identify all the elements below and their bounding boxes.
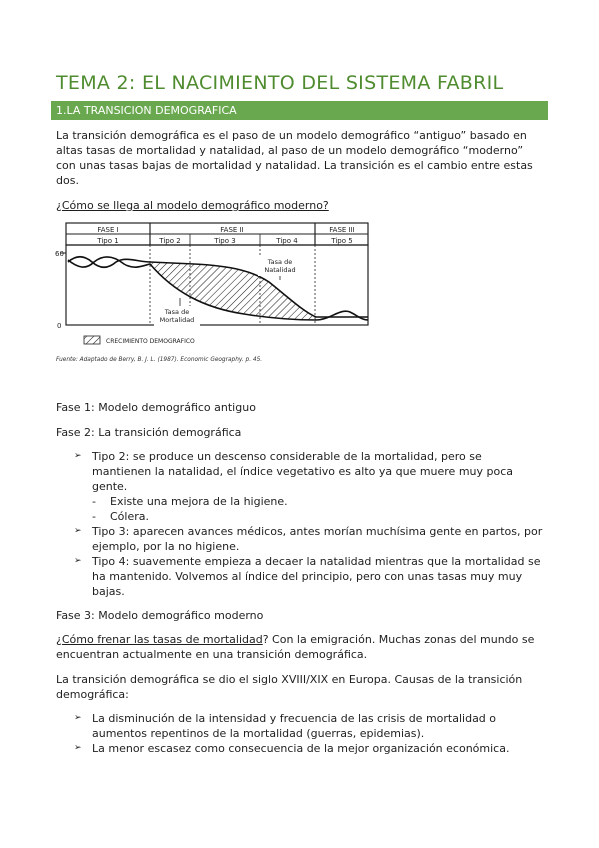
document-page: TEMA 2: EL NACIMIENTO DEL SISTEMA FABRIL 1.LA TRANSICION DEMOGRAFICA La transición demográfica es el paso de un modelo demográfico “antiguo” basado en altas tasas de mortalidad y natalidad, al paso de un modelo demográfico “moderno” con unas tasas bajas de mortalidad y natalidad. La transición es el cambio entre estas dos. ¿Cómo se llega al modelo demográfico moderno? FASE I FASE II FASE III Tipo 1 Tipo 2 Tipo 3 Tipo 4 Tipo 5 60 0 Tasa de Natalidad Tasa de Mortalidad CRECIMIENTO DEMOGRAFICO Fuente: Adaptado de Berry, B. J. L. (1987). Economic Geography. p. 45. Fase 1: Modelo demográfico antiguo Fase 2: La transición demográfica ➢ Tipo 2: se produce un descenso considerable de la mortalidad, pero se mantienen la natalidad, el índice vegetativo es alto ya que muere muy poca gente. - Existe una mejora de la higiene. - Cólera. ➢ Tipo 3: aparecen avances médicos, antes morían muchísima gente en partos, por ejemplo, por la no higiene. ➢ Tipo 4: suavemente empieza a decaer la natalidad mientras que la mortalidad se ha mantenido. Volvemos al índice del principio, pero con unas tasas muy muy bajas. Fase 3: Modelo demográfico moderno ¿Cómo frenar las tasas de mortalidad? Con la emigración. Muchas zonas del mundo se encuentran actualmente en una transición demográfica. La transición demográfica se dio el siglo XVIII/XIX en Europa. Causas de la transición demográfica: ➢ La disminución de la intensidad y frecuencia de las crisis de mortalidad o aumentos repentinos de la mortalidad (guerras, epidemias). ➢ La menor escasez como consecuencia de la mejor organización económica. [0, 0, 599, 848]
question-2-line: ¿Cómo frenar las tasas de mortalidad? Con la emigración. Muchas zonas del mundo se [56, 633, 535, 646]
natalidad-label: Natalidad [264, 266, 296, 274]
arrow-bullet-icon: ➢ [74, 451, 82, 461]
phase-label: FASE II [220, 226, 244, 234]
type-label: Tipo 4 [276, 237, 298, 245]
type-label: Tipo 1 [97, 237, 119, 245]
y-axis-tick: 60 [55, 250, 64, 258]
dash-bullet: - [92, 495, 96, 508]
arrow-bullet-icon: ➢ [74, 743, 82, 753]
intro-line: con unas tasas bajas de mortalidad y natalidad. La transición es el cambio entre estas [56, 159, 533, 172]
legend-swatch [84, 336, 100, 344]
mortalidad-label: Tasa de [164, 308, 190, 316]
section-heading: 1.LA TRANSICION DEMOGRAFICA [51, 101, 548, 120]
fase-2: Fase 2: La transición demográfica [56, 426, 242, 439]
arrow-bullet-icon: ➢ [74, 713, 82, 723]
phase-label: FASE I [97, 226, 119, 234]
type-label: Tipo 2 [159, 237, 181, 245]
type-label: Tipo 5 [331, 237, 353, 245]
causes-intro-line: demográfica: [56, 688, 129, 701]
type-label: Tipo 3 [214, 237, 236, 245]
fase-1: Fase 1: Modelo demográfico antiguo [56, 401, 256, 414]
question-2-link: ¿Cómo frenar las tasas de mortalidad [56, 633, 263, 646]
intro-line: dos. [56, 174, 79, 187]
page-title: TEMA 2: EL NACIMIENTO DEL SISTEMA FABRIL [56, 72, 504, 94]
list-item-cause-2: ➢ La menor escasez como consecuencia de la mejor organización económica. [74, 742, 510, 755]
dash-bullet: - [92, 510, 96, 523]
intro-line: La transición demográfica es el paso de un modelo demográfico “antiguo” basado en [56, 129, 527, 142]
y-axis-tick: 0 [57, 322, 62, 330]
list-item-tipo-3: ➢ Tipo 3: aparecen avances médicos, antes morían muchísima gente en partos, por ejemplo, por la no higiene. [74, 525, 543, 553]
causes-intro-line: La transición demográfica se dio el siglo XVIII/XIX en Europa. Causas de la transición [56, 673, 523, 686]
arrow-bullet-icon: ➢ [74, 556, 82, 566]
phase-label: FASE III [329, 226, 355, 234]
arrow-bullet-icon: ➢ [74, 526, 82, 536]
intro-line: altas tasas de mortalidad y natalidad, al paso de un modelo demográfico “moderno” [56, 144, 524, 157]
figure-source: Fuente: Adaptado de Berry, B. J. L. (1987). Economic Geography. p. 45. [56, 357, 263, 363]
question-2-line: encuentran actualmente en una transición demográfica. [56, 648, 368, 661]
fase-3: Fase 3: Modelo demográfico moderno [56, 609, 264, 622]
demographic-transition-figure [54, 220, 384, 370]
question-heading: ¿Cómo se llega al modelo demográfico moderno? [56, 199, 329, 212]
list-item-tipo-2: ➢ Tipo 2: se produce un descenso considerable de la mortalidad, pero se mantienen la natalidad, el índice vegetativo es alto ya que muere muy poca gente. [74, 450, 514, 493]
list-item-cause-1: ➢ La disminución de la intensidad y frecuencia de las crisis de mortalidad o aumentos repentinos de la mortalidad (guerras, epidemias). [74, 712, 497, 740]
legend-label: CRECIMIENTO DEMOGRAFICO [106, 338, 195, 345]
natalidad-label: Tasa de [267, 258, 293, 266]
mortalidad-label: Mortalidad [159, 316, 195, 324]
list-item-tipo-4: ➢ Tipo 4: suavemente empieza a decaer la natalidad mientras que la mortalidad se ha mantenido. Volvemos al índice del principio, pero con unas tasas muy muy bajas. [74, 555, 541, 598]
